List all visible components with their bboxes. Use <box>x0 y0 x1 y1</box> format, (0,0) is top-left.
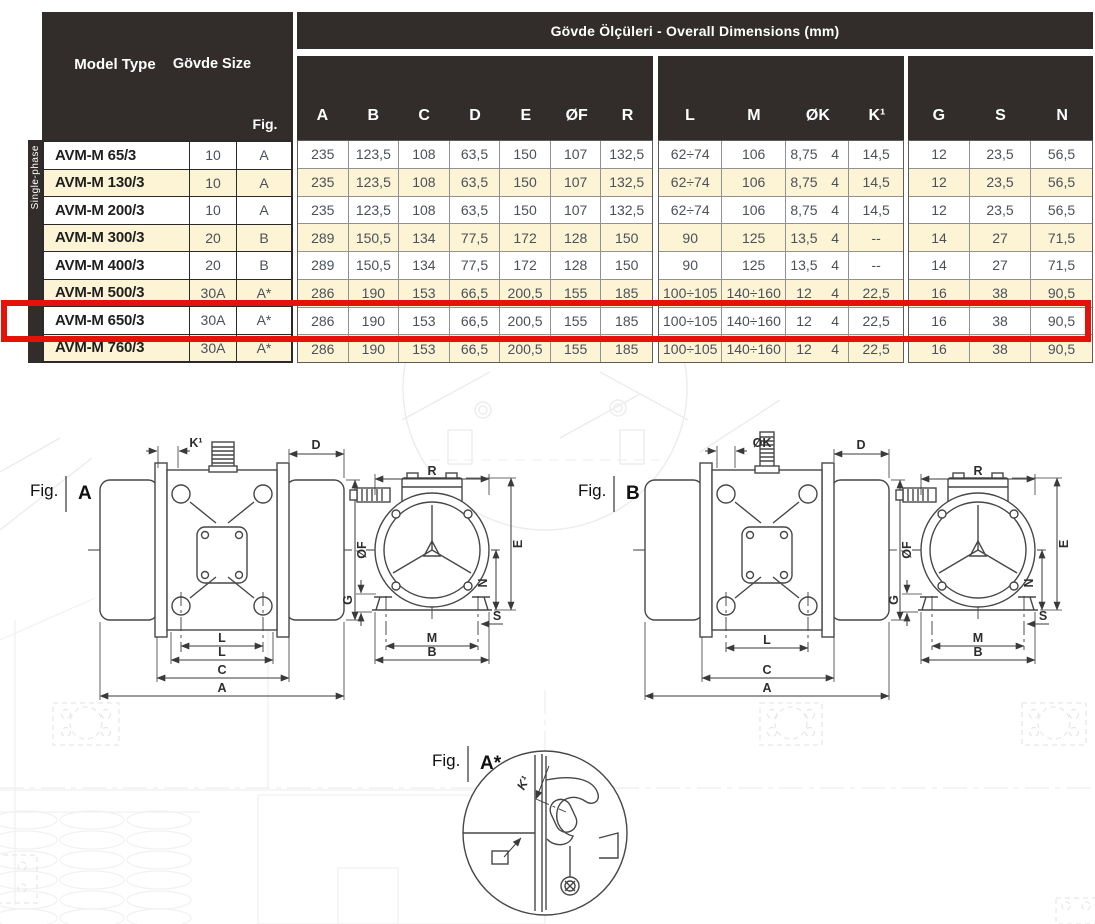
cell-b: 150,5 <box>349 252 400 279</box>
table-row <box>909 279 1092 307</box>
table-row <box>44 142 291 169</box>
col-header-of: ØF <box>565 107 588 124</box>
table-row <box>659 168 903 196</box>
cell-a: 289 <box>298 252 349 279</box>
cell-size: 20 <box>190 225 237 252</box>
table-row <box>298 168 652 196</box>
cell-fig: A* <box>256 339 272 356</box>
cell-size: 30A <box>190 307 237 334</box>
cell-g: 16 <box>909 335 970 362</box>
cell-c: 134 <box>399 252 450 279</box>
cell-s: 23,5 <box>970 169 1031 196</box>
table-body-group1 <box>297 140 653 363</box>
fig-a-star-prefix: Fig. <box>432 751 461 770</box>
fig-b-dim-of: ØF <box>900 541 914 559</box>
cell-r: 185 <box>615 285 639 302</box>
cell-d: 63,5 <box>450 169 501 196</box>
fig-a-dim-l2: L <box>218 645 226 659</box>
cell-ok <box>786 224 849 251</box>
cell-l: 100÷105 <box>659 308 722 335</box>
cell-k1: 22,5 <box>862 285 890 302</box>
cell-size: 10 <box>190 170 237 197</box>
table-body-group3 <box>908 140 1093 363</box>
fig-a-dim-r: R <box>427 464 437 478</box>
cell-s: 38 <box>970 308 1031 335</box>
cell-l: 62÷74 <box>659 169 722 196</box>
cell-ok <box>786 280 849 307</box>
cell-n: 56,5 <box>1047 146 1076 163</box>
cell-fig: A <box>259 202 269 219</box>
fig-b-dim-s: S <box>1038 609 1048 623</box>
fig-b-dim-ok: ØK <box>752 436 772 450</box>
table-row <box>659 251 903 279</box>
cell-ok-count: 4 <box>831 285 840 302</box>
table-row <box>298 223 652 251</box>
table-row <box>298 334 652 362</box>
cell-s: 38 <box>970 335 1031 362</box>
cell-g: 16 <box>909 308 970 335</box>
cell-ok-diameter: 13,5 <box>790 229 818 246</box>
col-header-l: L <box>685 107 695 124</box>
cell-ok-diameter: 8,75 <box>790 174 818 191</box>
cell-fig: A* <box>256 312 272 329</box>
cell-g: 14 <box>909 224 970 251</box>
fig-b-label <box>578 476 640 512</box>
dimension-header-group3 <box>908 56 1093 140</box>
cell-model: AVM-M 400/3 <box>44 252 190 279</box>
cell-ok <box>786 141 849 168</box>
cell-l: 62÷74 <box>659 197 722 224</box>
table-row <box>298 279 652 307</box>
cell-m: 106 <box>722 141 785 168</box>
govde-size-header: Gövde Size <box>172 56 252 72</box>
cell-size: 10 <box>190 142 237 169</box>
table-row <box>44 306 291 334</box>
fig-a-dim-b: B <box>427 645 437 659</box>
cell-ok-diameter: 12 <box>796 312 812 329</box>
cell-m: 140÷160 <box>722 308 785 335</box>
cell-c: 153 <box>399 308 450 335</box>
table-row <box>909 334 1092 362</box>
cell-b: 190 <box>349 308 400 335</box>
cell-ok <box>786 308 849 335</box>
fig-b-dim-a: A <box>762 681 772 695</box>
cell-c: 108 <box>399 197 450 224</box>
table-row <box>44 169 291 197</box>
table-row <box>659 279 903 307</box>
cell-model: AVM-M 200/3 <box>44 197 190 224</box>
table-row <box>909 196 1092 224</box>
cell-l: 90 <box>659 224 722 251</box>
cell-e: 150 <box>500 169 551 196</box>
cell-b: 123,5 <box>349 197 400 224</box>
cell-m: 106 <box>722 197 785 224</box>
table-row <box>659 196 903 224</box>
table-row <box>659 223 903 251</box>
cell-s: 38 <box>970 280 1031 307</box>
table-row <box>44 196 291 224</box>
table-row <box>909 307 1092 335</box>
cell-n: 90,5 <box>1047 340 1076 357</box>
fig-a-star-drawing <box>463 751 627 915</box>
cell-d: 77,5 <box>450 224 501 251</box>
cell-fig: A <box>259 147 269 164</box>
cell-size: 20 <box>190 252 237 279</box>
cell-of: 107 <box>551 141 602 168</box>
table-row <box>44 224 291 252</box>
col-header-e: E <box>520 107 532 124</box>
cell-size: 30A <box>190 280 237 307</box>
cell-fig: B <box>259 229 269 246</box>
table-row <box>659 307 903 335</box>
cell-a: 286 <box>298 280 349 307</box>
fig-b-dim-l: L <box>763 633 771 647</box>
col-header-r: R <box>621 107 634 124</box>
cell-c: 153 <box>399 280 450 307</box>
col-header-c: C <box>418 107 430 124</box>
dimensions-banner: Gövde Ölçüleri - Overall Dimensions (mm) <box>297 12 1093 49</box>
fig-column-header: Fig. <box>252 116 278 132</box>
cell-m: 125 <box>722 224 785 251</box>
cell-l: 90 <box>659 252 722 279</box>
col-header-b: B <box>367 107 380 124</box>
table-row <box>659 334 903 362</box>
fig-b-dim-g: G <box>887 595 901 605</box>
cell-e: 200,5 <box>500 308 551 335</box>
fig-a-dim-n: N <box>476 578 490 588</box>
cell-e: 200,5 <box>500 335 551 362</box>
fig-a-dim-e: E <box>511 539 525 549</box>
cell-n: 56,5 <box>1047 174 1076 191</box>
cell-n: 90,5 <box>1047 285 1076 302</box>
cell-b: 150,5 <box>349 224 400 251</box>
fig-a-dim-m: M <box>426 631 438 645</box>
cell-ok <box>786 197 849 224</box>
cell-n: 56,5 <box>1047 201 1076 218</box>
col-header-ok: ØK <box>805 107 830 124</box>
col-header-s: S <box>995 107 1006 124</box>
table-body-group2 <box>658 140 904 363</box>
cell-k1: 14,5 <box>862 146 890 163</box>
cell-c: 108 <box>399 141 450 168</box>
fig-a-dim-g: G <box>341 595 355 605</box>
table-row <box>44 251 291 279</box>
cell-k1: 22,5 <box>862 340 890 357</box>
cell-r: 132,5 <box>609 146 645 163</box>
cell-d: 66,5 <box>450 308 501 335</box>
fig-a-side-drawing <box>88 436 369 700</box>
cell-m: 106 <box>722 169 785 196</box>
fig-a-star-dim-k1: K¹ <box>514 774 533 793</box>
table-row <box>659 141 903 168</box>
cell-g: 14 <box>909 252 970 279</box>
cell-k1: -- <box>871 229 881 246</box>
table-row <box>298 196 652 224</box>
cell-r: 132,5 <box>609 201 645 218</box>
fig-b-side-drawing <box>633 432 914 700</box>
cell-of: 155 <box>551 308 602 335</box>
fig-a-dim-k1: K¹ <box>189 436 203 450</box>
fig-a-dim-c: C <box>217 663 227 677</box>
col-header-d: D <box>469 107 481 124</box>
cell-s: 27 <box>970 252 1031 279</box>
cell-e: 150 <box>500 141 551 168</box>
cell-ok-count: 4 <box>831 174 840 191</box>
cell-c: 134 <box>399 224 450 251</box>
cell-of: 155 <box>551 335 602 362</box>
dimension-header-group1 <box>297 56 653 140</box>
cell-ok-diameter: 12 <box>796 285 812 302</box>
cell-ok-diameter: 8,75 <box>790 201 818 218</box>
cell-n: 71,5 <box>1047 229 1076 246</box>
cell-model: AVM-M 300/3 <box>44 225 190 252</box>
cell-ok-count: 4 <box>831 229 840 246</box>
cell-d: 63,5 <box>450 141 501 168</box>
cell-k1: 14,5 <box>862 174 890 191</box>
cell-r: 150 <box>615 257 639 274</box>
cell-l: 62÷74 <box>659 141 722 168</box>
fig-a-dim-l1: L <box>218 631 226 645</box>
cell-g: 12 <box>909 169 970 196</box>
fig-a-dim-a: A <box>217 681 227 695</box>
cell-a: 286 <box>298 308 349 335</box>
cell-of: 155 <box>551 280 602 307</box>
cell-fig: A <box>259 174 269 191</box>
cell-d: 77,5 <box>450 252 501 279</box>
single-phase-section-bar <box>28 140 42 363</box>
cell-b: 123,5 <box>349 169 400 196</box>
cell-ok-diameter: 8,75 <box>790 146 818 163</box>
table-row <box>298 251 652 279</box>
cell-m: 140÷160 <box>722 335 785 362</box>
fig-a-star-name: A* <box>480 753 502 774</box>
cell-r: 150 <box>615 229 639 246</box>
cell-a: 289 <box>298 224 349 251</box>
table-row <box>909 223 1092 251</box>
cell-ok-diameter: 13,5 <box>790 257 818 274</box>
cell-of: 128 <box>551 224 602 251</box>
cell-of: 107 <box>551 169 602 196</box>
fig-b-name: B <box>626 483 640 504</box>
cell-k1: -- <box>871 257 881 274</box>
table-row <box>298 307 652 335</box>
cell-ok <box>786 252 849 279</box>
cell-a: 286 <box>298 335 349 362</box>
single-phase-label: Single-phase <box>29 145 41 210</box>
cell-e: 150 <box>500 197 551 224</box>
cell-of: 128 <box>551 252 602 279</box>
cell-model: AVM-M 500/3 <box>44 280 190 307</box>
cell-d: 66,5 <box>450 280 501 307</box>
table-row <box>44 279 291 307</box>
cell-k1: 14,5 <box>862 201 890 218</box>
cell-model: AVM-M 130/3 <box>44 170 190 197</box>
cell-size: 10 <box>190 197 237 224</box>
cell-l: 100÷105 <box>659 280 722 307</box>
fig-a-dim-of: ØF <box>355 541 369 559</box>
cell-m: 125 <box>722 252 785 279</box>
cell-k1: 22,5 <box>862 312 890 329</box>
fig-a-name: A <box>78 483 92 504</box>
col-header-n: N <box>1056 107 1068 124</box>
fig-b-dim-d: D <box>856 438 866 452</box>
cell-r: 132,5 <box>609 174 645 191</box>
cell-ok <box>786 169 849 196</box>
cell-a: 235 <box>298 169 349 196</box>
cell-b: 123,5 <box>349 141 400 168</box>
cell-ok-count: 4 <box>831 201 840 218</box>
cell-g: 12 <box>909 141 970 168</box>
fig-b-dim-r: R <box>973 464 983 478</box>
cell-b: 190 <box>349 335 400 362</box>
cell-c: 153 <box>399 335 450 362</box>
fig-b-dim-b: B <box>973 645 983 659</box>
fig-a-dim-d: D <box>311 438 321 452</box>
cell-s: 23,5 <box>970 141 1031 168</box>
col-header-g: G <box>932 107 946 124</box>
cell-r: 185 <box>615 340 639 357</box>
cell-b: 190 <box>349 280 400 307</box>
fig-b-front-drawing <box>887 464 1071 664</box>
cell-ok-diameter: 12 <box>796 340 812 357</box>
cell-s: 27 <box>970 224 1031 251</box>
fig-a-dim-s: S <box>492 609 502 623</box>
cell-l: 100÷105 <box>659 335 722 362</box>
model-type-header: Model Type <box>74 56 156 73</box>
cell-fig: B <box>259 257 269 274</box>
fig-a-prefix: Fig. <box>30 481 59 500</box>
col-header-a: A <box>316 107 329 124</box>
table-left-header <box>42 12 293 140</box>
fig-b-prefix: Fig. <box>578 481 607 500</box>
cell-e: 172 <box>500 252 551 279</box>
table-row <box>909 251 1092 279</box>
table-row <box>298 141 652 168</box>
cell-model: AVM-M 760/3 <box>44 335 190 362</box>
table-row <box>909 141 1092 168</box>
spring-watermark <box>0 811 191 924</box>
col-header-m: M <box>747 107 761 124</box>
cell-g: 16 <box>909 280 970 307</box>
cell-d: 63,5 <box>450 197 501 224</box>
fig-b-dim-e: E <box>1057 539 1071 549</box>
col-header-k1: K¹ <box>868 107 886 124</box>
cell-m: 140÷160 <box>722 280 785 307</box>
cell-fig: A* <box>256 284 272 301</box>
fig-b-dim-m: M <box>972 631 984 645</box>
cell-ok-count: 4 <box>831 257 840 274</box>
fig-b-dim-c: C <box>762 663 772 677</box>
table-row <box>44 334 291 362</box>
cell-c: 108 <box>399 169 450 196</box>
cell-ok <box>786 335 849 362</box>
cell-s: 23,5 <box>970 197 1031 224</box>
cell-n: 71,5 <box>1047 257 1076 274</box>
table-body-left <box>42 140 293 363</box>
fig-b-dim-n: N <box>1022 578 1036 588</box>
cell-ok-count: 4 <box>831 146 840 163</box>
dimension-header-group2 <box>658 56 904 140</box>
cell-a: 235 <box>298 197 349 224</box>
cell-model: AVM-M 65/3 <box>44 142 190 169</box>
cell-e: 172 <box>500 224 551 251</box>
cell-g: 12 <box>909 197 970 224</box>
cell-model: AVM-M 650/3 <box>44 307 190 334</box>
cell-ok-count: 4 <box>831 312 840 329</box>
cell-ok-count: 4 <box>831 340 840 357</box>
cell-size: 30A <box>190 335 237 362</box>
table-row <box>909 168 1092 196</box>
cell-e: 200,5 <box>500 280 551 307</box>
cell-of: 107 <box>551 197 602 224</box>
cell-a: 235 <box>298 141 349 168</box>
cell-d: 66,5 <box>450 335 501 362</box>
fig-a-front-drawing <box>341 464 525 664</box>
cell-r: 185 <box>615 312 639 329</box>
cell-n: 90,5 <box>1047 312 1076 329</box>
